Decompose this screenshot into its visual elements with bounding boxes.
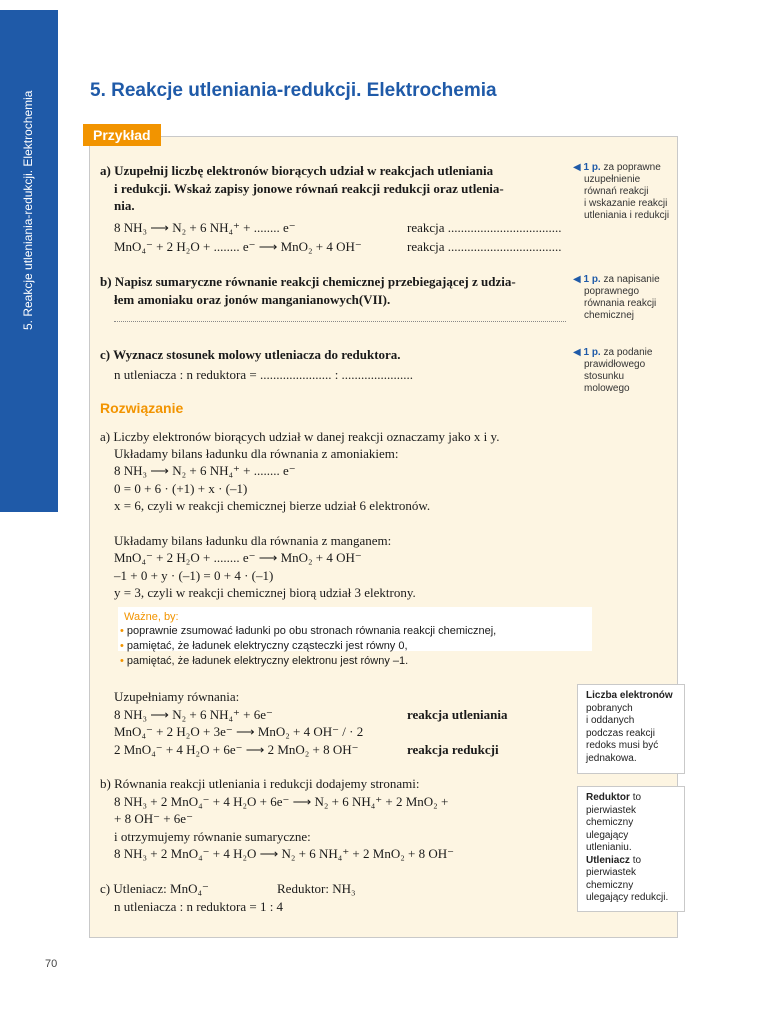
solution-line: 8 NH₃ + 2 MnO₄⁻ + 4 H₂O + 6e⁻ ⟶ N₂ + 6 NH₄⁺ + 2 MnO₂ +	[114, 794, 449, 809]
solution-line: MnO₄⁻ + 2 H₂O + ........ e⁻ ⟶ MnO₂ + 4 OH⁻	[114, 550, 362, 565]
side-note-definitions: Reduktor to pierwiastek chemiczny ulegający utlenianiu. Utleniacz to pierwiastek chemiczny ulegający redukcji.	[577, 786, 685, 912]
solution-line: Układamy bilans ładunku dla równania z manganem:	[114, 533, 392, 548]
page-number: 70	[45, 958, 58, 970]
side-note-electrons: Liczba elektronów pobranych i oddanych podczas reakcji redoks musi być jednakowa.	[577, 684, 685, 774]
important-heading: Ważne, by:	[124, 611, 179, 623]
solution-line: 2 MnO₄⁻ + 4 H₂O + 6e⁻ ⟶ 2 MnO₂ + 8 OH⁻	[114, 742, 359, 757]
task-eq1-label: reakcja ...................................	[407, 220, 562, 235]
points-note-b: ◀ 1 p. za napisanie poprawnego równania reakcji chemicznej	[573, 274, 660, 321]
solution-line: n utleniacza : n reduktora = 1 : 4	[114, 899, 284, 914]
task-c-line1: c) Wyznacz stosunek molowy utleniacza do reduktora.	[100, 347, 401, 362]
reduction-label: reakcja redukcji	[407, 742, 499, 757]
important-item: • poprawnie zsumować ładunki po obu stronach równania reakcji chemicznej,	[120, 625, 497, 637]
solution-line: + 8 OH⁻ + 6e⁻	[114, 811, 193, 826]
task-a-line1: a) Uzupełnij liczbę elektronów biorących udział w reakcjach utleniania	[100, 163, 494, 178]
task-b-line1: b) Napisz sumaryczne równanie reakcji chemicznej przebiegającej z udzia-	[100, 274, 516, 289]
points-note-c: ◀ 1 p. za podanie prawidłowego stosunku molowego	[573, 347, 653, 394]
solution-line: MnO₄⁻ + 2 H₂O + 3e⁻ ⟶ MnO₂ + 4 OH⁻ / · 2	[114, 724, 364, 739]
solution-line: a) Liczby elektronów biorących udział w danej reakcji oznaczamy jako x i y.	[100, 429, 500, 444]
sidebar-chapter-title: 5. Reakcje utleniania-redukcji. Elektrochemia	[21, 90, 35, 330]
solution-line: 0 = 0 + 6 · (+1) + x · (–1)	[114, 481, 248, 496]
triangle-left-icon: ◀	[573, 274, 581, 285]
example-tab: Przykład	[83, 124, 161, 146]
solution-line: Reduktor: NH₃	[277, 881, 356, 896]
solution-line: x = 6, czyli w reakcji chemicznej bierze udział 6 elektronów.	[114, 498, 431, 513]
solution-line: y = 3, czyli w reakcji chemicznej biorą udział 3 elektrony.	[114, 585, 416, 600]
task-eq2: MnO₄⁻ + 2 H₂O + ........ e⁻ ⟶ MnO₂ + 4 OH⁻	[114, 239, 362, 254]
task-b-line2: łem amoniaku oraz jonów manganianowych(VII).	[114, 292, 391, 307]
solution-line: 8 NH₃ ⟶ N₂ + 6 NH₄⁺ + ........ e⁻	[114, 463, 296, 478]
solution-line: i otrzymujemy równanie sumaryczne:	[114, 829, 311, 844]
solution-line: –1 + 0 + y · (–1) = 0 + 4 · (–1)	[114, 568, 274, 583]
task-a-line3: nia.	[114, 198, 135, 213]
triangle-left-icon: ◀	[573, 162, 581, 173]
points-note-a: ◀ 1 p. za poprawne uzupełnienie równań reakcji i wskazanie reakcji utleniania i redukcji	[573, 162, 670, 221]
task-a-line2: i redukcji. Wskaż zapisy jonowe równań reakcji redukcji oraz utlenia-	[114, 181, 504, 196]
important-item: • pamiętać, że ładunek elektryczny cząsteczki jest równy 0,	[120, 640, 408, 652]
task-c-line2: n utleniacza : n reduktora = ...................... : ......................	[114, 367, 414, 382]
solution-line: Uzupełniamy równania:	[114, 689, 240, 704]
solution-line: b) Równania reakcji utleniania i redukcji dodajemy stronami:	[100, 776, 420, 791]
chapter-sidebar	[0, 10, 58, 512]
answer-dotted-line	[114, 321, 566, 322]
solution-heading: Rozwiązanie	[100, 400, 184, 416]
task-eq2-label: reakcja ...................................	[407, 239, 562, 254]
solution-line: Układamy bilans ładunku dla równania z amoniakiem:	[114, 446, 399, 461]
solution-line: 8 NH₃ + 2 MnO₄⁻ + 4 H₂O ⟶ N₂ + 6 NH₄⁺ + 2 MnO₂ + 8 OH⁻	[114, 846, 454, 861]
solution-line: c) Utleniacz: MnO₄⁻	[100, 881, 209, 896]
important-item: • pamiętać, że ładunek elektryczny elektronu jest równy –1.	[120, 655, 409, 667]
solution-line: 8 NH₃ ⟶ N₂ + 6 NH₄⁺ + 6e⁻	[114, 707, 273, 722]
task-eq1: 8 NH₃ ⟶ N₂ + 6 NH₄⁺ + ........ e⁻	[114, 220, 296, 235]
page-title: 5. Reakcje utleniania-redukcji. Elektrochemia	[90, 80, 497, 101]
oxidation-label: reakcja utleniania	[407, 707, 508, 722]
triangle-left-icon: ◀	[573, 347, 581, 358]
